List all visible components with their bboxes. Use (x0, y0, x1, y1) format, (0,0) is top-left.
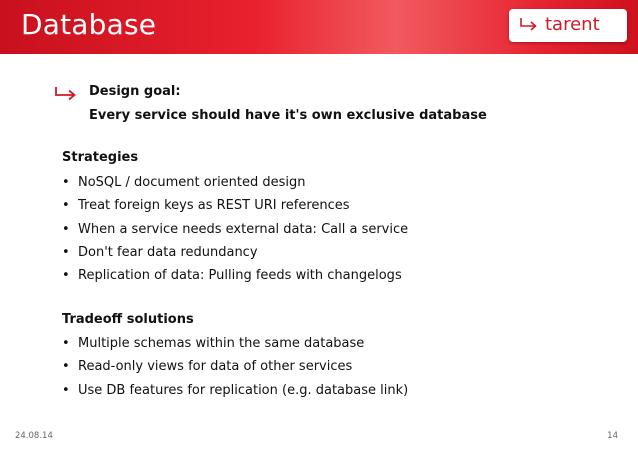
list-item: • Read-only views for data of other services (62, 355, 408, 378)
strategies-heading: Strategies (62, 150, 139, 165)
bullet-icon: • (62, 244, 70, 260)
arrow-return-icon (519, 17, 539, 33)
list-item: • Use DB features for replication (e.g. database link) (62, 379, 408, 402)
slide-header (0, 0, 638, 54)
bullet-icon: • (62, 198, 70, 214)
design-goal (89, 80, 487, 128)
bullet-icon: • (62, 336, 70, 351)
footer-date: 24.08.14 (15, 431, 53, 441)
tarent-logo (509, 9, 627, 42)
strategies-list (62, 171, 408, 287)
tradeoffs-heading: Tradeoff solutions (62, 312, 194, 327)
bullet-icon: • (62, 221, 70, 237)
bullet-icon: • (62, 268, 70, 284)
slide-title: Database (21, 8, 157, 41)
page-number: 14 (607, 431, 618, 441)
list-item: • When a service needs external data: Call a service (62, 218, 408, 241)
design-goal-text: Every service should have it's own exclusive database (89, 108, 487, 123)
design-goal-label: Design goal: (89, 84, 181, 99)
list-item: • NoSQL / document oriented design (62, 171, 408, 194)
list-item: • Multiple schemas within the same database (62, 332, 408, 355)
logo-text: tarent (545, 14, 600, 35)
bullet-icon: • (62, 175, 70, 190)
list-item: • Replication of data: Pulling feeds with changelogs (62, 264, 408, 287)
list-item: • Don't fear data redundancy (62, 241, 408, 264)
arrow-return-icon (54, 86, 78, 102)
list-item: • Treat foreign keys as REST URI references (62, 194, 408, 217)
tradeoffs-list (62, 332, 408, 402)
bullet-icon: • (62, 382, 70, 398)
bullet-icon: • (62, 359, 70, 375)
